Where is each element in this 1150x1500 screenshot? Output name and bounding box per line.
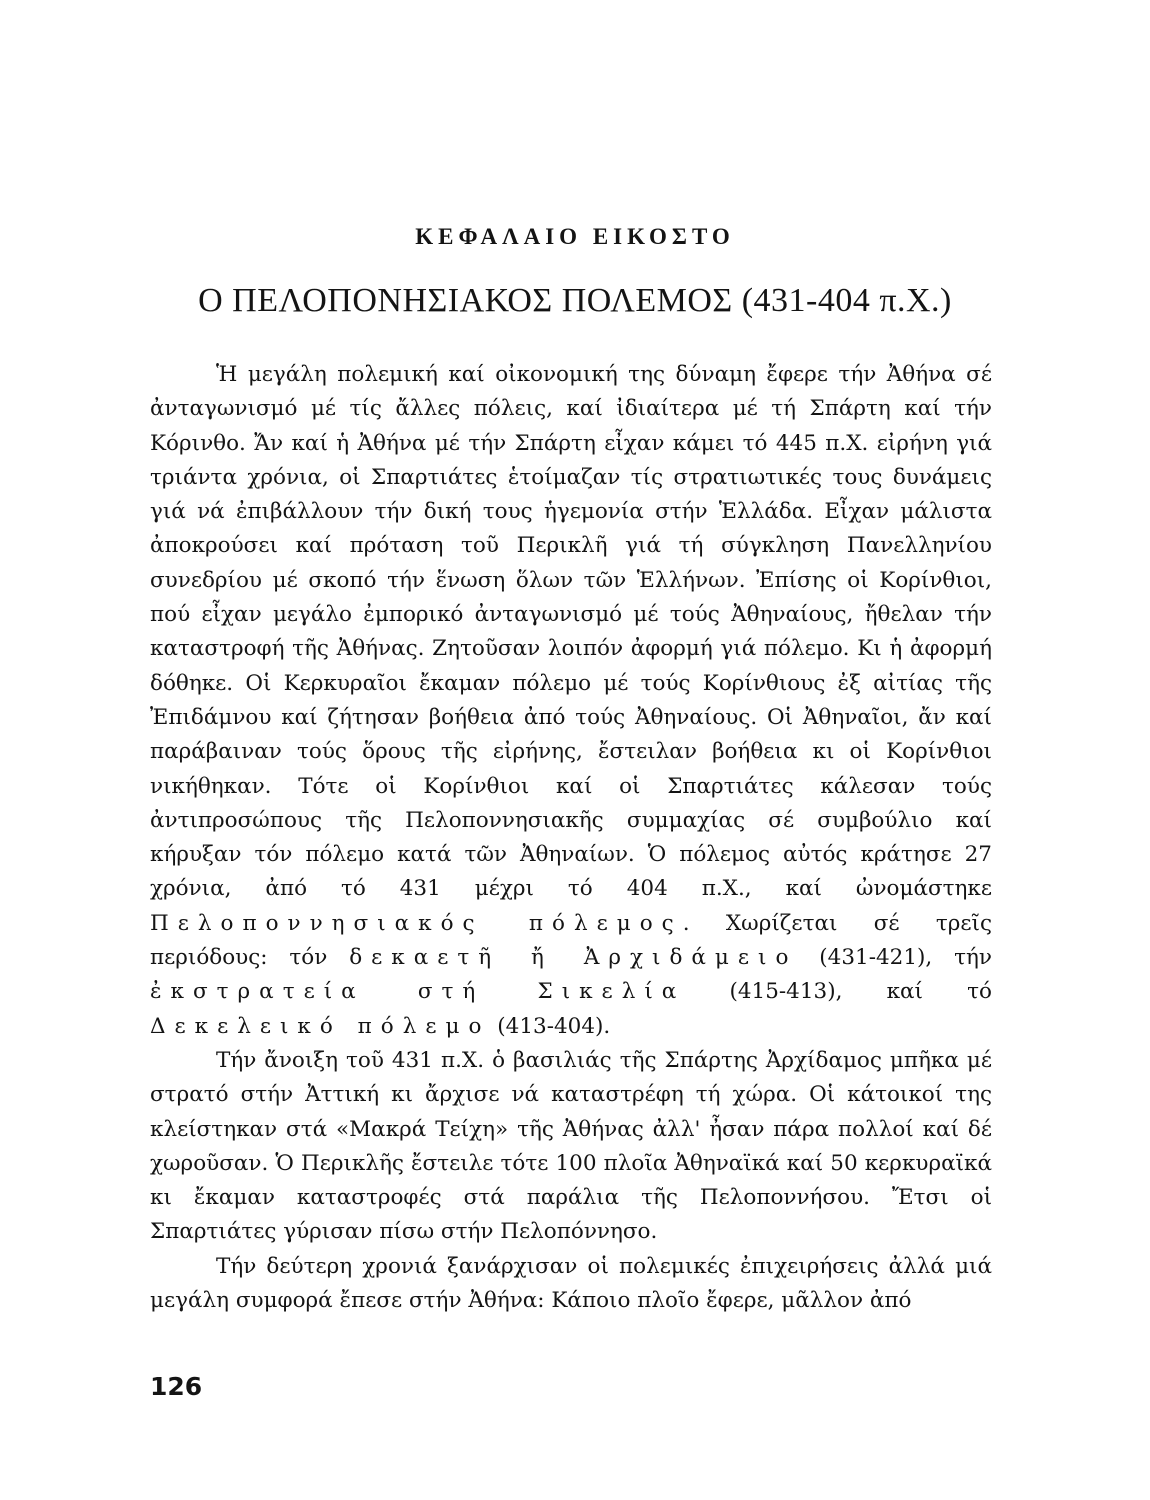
emphasis-period-1: δεκαετῆ ἤ Ἀρχιδάμειο [349, 945, 798, 971]
chapter-title: Ο ΠΕΛΟΠΟΝΗΣΙΑΚΟΣ ΠΟΛΕΜΟΣ (431-404 π.Χ.) [198, 282, 952, 319]
paragraph-1-text-e: (413-404). [497, 1013, 611, 1039]
chapter-label: ΚΕΦΑΛΑΙΟ ΕΙΚΟΣΤΟ [415, 224, 735, 249]
page-number: 126 [150, 1372, 203, 1401]
paragraph-1-text-c: (431-421), τήν [819, 945, 992, 971]
paragraph-1-text-b: . Χωρίζεται σέ τρεῖς περιόδους: τόν [150, 910, 992, 971]
paragraph-2: Τήν ἄνοιξη τοῦ 431 π.Χ. ὁ βασιλιάς τῆς Σπάρτης Ἀρχίδαμος μπῆκα μέ στρατό στήν Ἀττική κι ἄρχισε νά καταστρέφη τή χώρα. Οἱ κάτοικοί της κλείστηκαν στά «Μακρά Τείχη» τῆς Ἀθήνας ἀλλ' ἦσαν πάρα πολλοί καί δέ χωροῦσαν. Ὁ Περικλῆς ἔστειλε τότε 100 πλοῖα Ἀθηναϊκά καί 50 κερκυραϊκά κι ἔκαμαν καταστροφές στά παράλια τῆς Πελοποννήσου. Ἔτσι οἱ Σπαρτιάτες γύρισαν πίσω στήν Πελοπόννησο. [150, 1047, 992, 1245]
emphasis-period-3: Δεκελεικό πόλεμο [150, 1013, 491, 1039]
paragraph-1-text: Ἡ μεγάλη πολεμική καί οἰκονομική της δύναμη ἔφερε τήν Ἀθήνα σέ ἀνταγωνισμό μέ τίς ἄλλες πόλεις, καί ἰδιαίτερα μέ τή Σπάρτη καί τήν Κόρινθο. Ἄν καί ἡ Ἀθήνα μέ τήν Σπάρτη εἶχαν κάμει τό 445 π.Χ. εἰρήνη γιά τριάντα χρόνια, οἱ Σπαρτιάτες ἑτοίμαζαν τίς στρατιωτικές τους δυνάμεις γιά νά ἐπιβάλλουν τήν δική τους ἡγεμονία στήν Ἑλλάδα. Εἶχαν μάλιστα ἀποκρούσει καί πρόταση τοῦ Περικλῆ γιά τή σύγκληση Πανελληνίου συνεδρίου μέ σκοπό τήν ἕνωση ὅλων τῶν Ἑλλήνων. Ἐπίσης οἱ Κορίνθιοι, πού εἶχαν μεγάλο ἐμπορικό ἀνταγωνισμό μέ τούς Ἀθηναίους, ἤθελαν τήν καταστροφή τῆς Ἀθήνας. Ζητοῦσαν λοιπόν ἀφορμή γιά πόλεμο. Κι ἡ ἀφορμή δόθηκε. Οἱ Κερκυραῖοι ἔκαμαν πόλεμο μέ τούς Κορίνθιους ἐξ αἰτίας τῆς Ἐπιδάμνου καί ζήτησαν βοήθεια ἀπό τούς Ἀθηναίους. Οἱ Ἀθηναῖοι, ἄν καί παράβαιναν τούς ὅρους τῆς εἰρήνης, ἔστειλαν βοήθεια κι οἱ Κορίνθιοι νικήθηκαν. Τότε οἱ Κορίνθιοι καί οἱ Σπαρτιάτες κάλεσαν τούς ἀντιπροσώπους τῆς Πελοποννησιακῆς συμμαχίας σέ συμβούλιο καί κήρυξαν τόν πόλεμο κατά τῶν Ἀθηναίων. Ὁ πόλεμος αὐτός κράτησε 27 χρόνια, ἀπό τό 431 μέχρι τό 404 π.Χ., καί ὠνομάστηκε [150, 362, 992, 902]
emphasis-period-2: ἐκστρατεία στή Σικελία [150, 979, 686, 1005]
paragraph-1 [150, 358, 992, 1044]
emphasis-war-name: Πελοποννησιακός πόλεμος [150, 910, 683, 936]
paragraph-3: Τήν δεύτερη χρονιά ξανάρχισαν οἱ πολεμικές ἐπιχειρήσεις ἀλλά μιά μεγάλη συμφορά ἔπεσε στήν Ἀθήνα: Κάποιο πλοῖο ἔφερε, μᾶλλον ἀπό [150, 1253, 992, 1314]
body-text [150, 358, 992, 1318]
paragraph-1-text-d: (415-413), καί τό [729, 979, 992, 1005]
